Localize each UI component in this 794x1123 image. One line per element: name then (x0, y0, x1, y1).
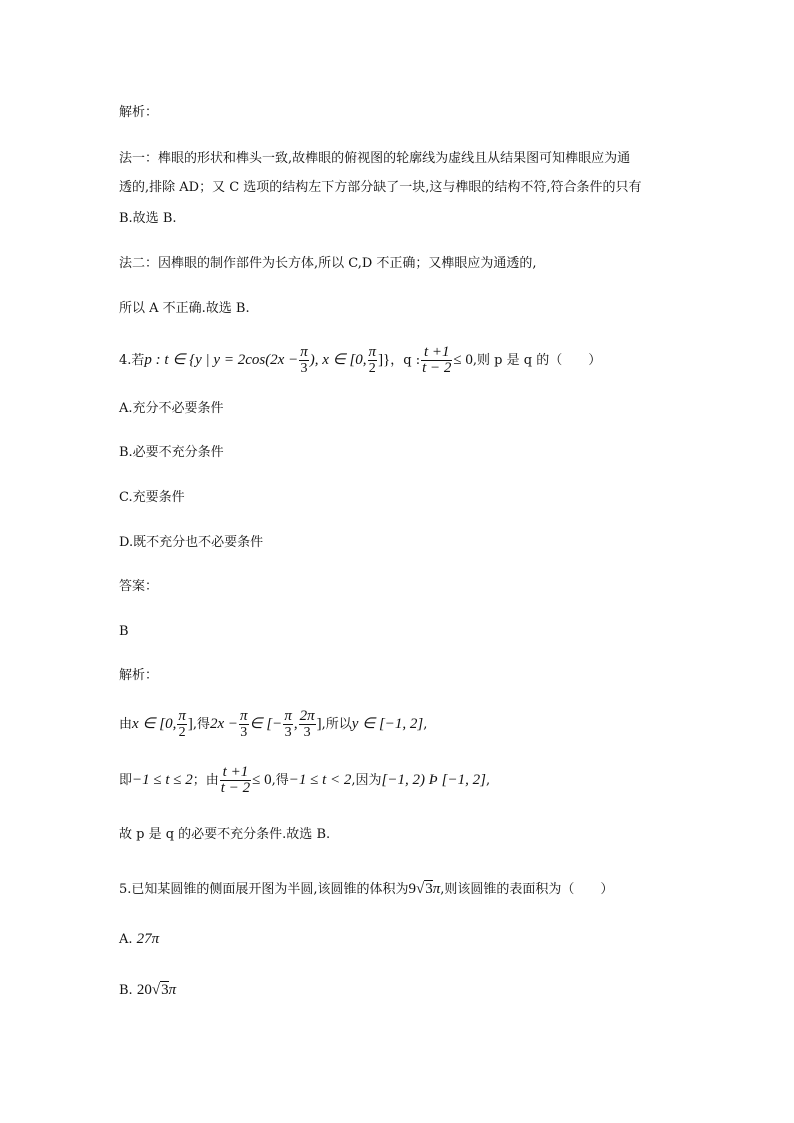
q5-option-b-pi: π (168, 982, 177, 998)
a1-close: ] (187, 716, 193, 732)
a2-frac (220, 765, 251, 796)
q4-close-set: ]} (378, 352, 391, 368)
q4-p-definition: p : t ∈ {y | y = 2cos(2x − (144, 352, 299, 368)
a1-tail: , (423, 717, 428, 732)
q4-frac-pi-3-den: 3 (300, 361, 308, 376)
q5-option-b-coef: 20 (136, 982, 152, 998)
method1-line3: B.故选 B. (119, 211, 177, 226)
a1-expr: 2x − (209, 716, 239, 732)
a1-frac-2pi-3-num: 2π (299, 708, 315, 724)
a2-because: ,因为 (351, 773, 382, 788)
a2-tail: , (485, 773, 491, 788)
a2-you: ；由 (192, 773, 219, 788)
a1-frac-2pi-3 (299, 709, 316, 740)
q5-option-b-sqrt: √3 (151, 982, 169, 998)
a2-frac-den: t − 2 (220, 780, 251, 796)
q5-option-a-value: 27π (136, 931, 160, 947)
q4-option-b: B.必要不充分条件 (119, 445, 224, 460)
a1-pre: 由 (119, 717, 133, 732)
a1-frac-pi-3-num: π (240, 708, 248, 724)
q4-analysis-line3: 故 p 是 q 的必要不充分条件.故选 B. (119, 827, 331, 842)
a1-frac-pi-3-den: 3 (240, 725, 248, 740)
q4-analysis-line1: 由x ∈ [0, $\frac{\pi}{2}$ ],得2x − $\frac{\pi}{3}$ ∈ [− $\frac{\pi}{3}$ , $\frac{2\pi}{3}$ ],所以y ∈ [−1, 2], (119, 708, 428, 740)
q5-option-a-label: A. (119, 932, 133, 947)
q4-frac-pi-3-num: π (300, 344, 308, 360)
q4-suffix: ,则 p 是 q 的（ ） (472, 353, 602, 368)
a1-frac-pi-2 (177, 709, 187, 740)
q4-option-a: A.充分不必要条件 (119, 401, 224, 416)
q4-frac-pi-2-num: π (368, 344, 377, 360)
q4-domain: ), x ∈ [0, (309, 352, 367, 368)
q4-frac-q-num: t +1 (421, 345, 452, 361)
a1-y: y ∈ [−1, 2] (351, 716, 424, 732)
a1-frac-2pi-3-den: 3 (303, 725, 311, 740)
a2-range2: −1 ≤ t < 2 (288, 772, 352, 788)
q5-option-b-radicand: 3 (161, 982, 169, 998)
method1-line1: 法一：榫眼的形状和榫头一致,故榫眼的俯视图的轮廓线为虚线且从结果图可知榫眼应为通 (119, 151, 631, 166)
solution-label: 解析： (119, 105, 159, 120)
q4-analysis-label: 解析： (119, 668, 159, 683)
q5-option-b (119, 981, 176, 1000)
q4-answer-label: 答案： (119, 579, 159, 594)
a1-frac-pi-3b-num: π (284, 708, 292, 724)
q4-frac-pi-2-den: 2 (368, 361, 376, 376)
q5-sqrt-radicand: 3 (425, 881, 433, 897)
q4-option-c: C.充要条件 (119, 490, 185, 505)
a1-end: ] (316, 716, 322, 732)
q4-option-d: D.既不充分也不必要条件 (119, 535, 264, 550)
a2-sets: [−1, 2) Þ [−1, 2] (381, 772, 486, 788)
a1-frac-pi-3 (239, 709, 249, 740)
a1-de: ,得 (192, 717, 210, 732)
a1-in: ∈ [− (249, 716, 283, 732)
q5-sqrt: √3 (416, 881, 433, 897)
q4-frac-pi-3 (299, 345, 309, 376)
method2-line2: 所以 A 不正确.故选 B. (119, 301, 250, 316)
a2-le: ≤ 0 (252, 772, 272, 788)
a2-frac-num: t +1 (220, 765, 251, 781)
q5-vol-coef: 9 (408, 881, 417, 897)
q4-q-label: ，q : (390, 353, 421, 368)
a1-frac-pi-3b-den: 3 (284, 725, 292, 740)
a2-pre: 即 (119, 773, 133, 788)
method1-line2: 透的,排除 AD；又 C 选项的结构左下方部分缺了一块,这与榫眼的结构不符,符合条件的只有 (119, 180, 642, 195)
q5-option-b-label: B. (119, 983, 133, 998)
a2-range: −1 ≤ t ≤ 2 (132, 772, 193, 788)
q4-answer: B (119, 624, 129, 639)
q5-stem-pre: 5.已知某圆锥的侧面展开图为半圆,该圆锥的体积为 (119, 882, 409, 897)
method2-line1: 法二：因榫眼的制作部件为长方体,所以 C,D 不正确；又榫眼应为通透的, (119, 256, 537, 271)
q5-option-a (119, 930, 159, 949)
q4-frac-pi-2 (368, 345, 378, 376)
a1-so: ,所以 (321, 717, 352, 732)
q5-stem-post: ,则该圆锥的表面积为（ ） (440, 882, 614, 897)
a1-frac-pi-2-num: π (178, 708, 186, 724)
q4-le-zero: ≤ 0 (453, 352, 473, 368)
q5-pi: π (432, 881, 441, 897)
a1-frac-pi-2-den: 2 (178, 725, 186, 740)
q4-frac-q-den: t − 2 (422, 360, 452, 376)
q4-analysis-line2 (119, 762, 490, 799)
question-5-stem (119, 880, 613, 899)
question-4-stem (119, 343, 601, 378)
q4-frac-q (421, 345, 452, 376)
q4-prefix: 4.若 (119, 353, 145, 368)
a2-de: ,得 (271, 773, 289, 788)
a1-x: x ∈ [0, (132, 716, 177, 732)
a1-frac-pi-3b (283, 709, 293, 740)
